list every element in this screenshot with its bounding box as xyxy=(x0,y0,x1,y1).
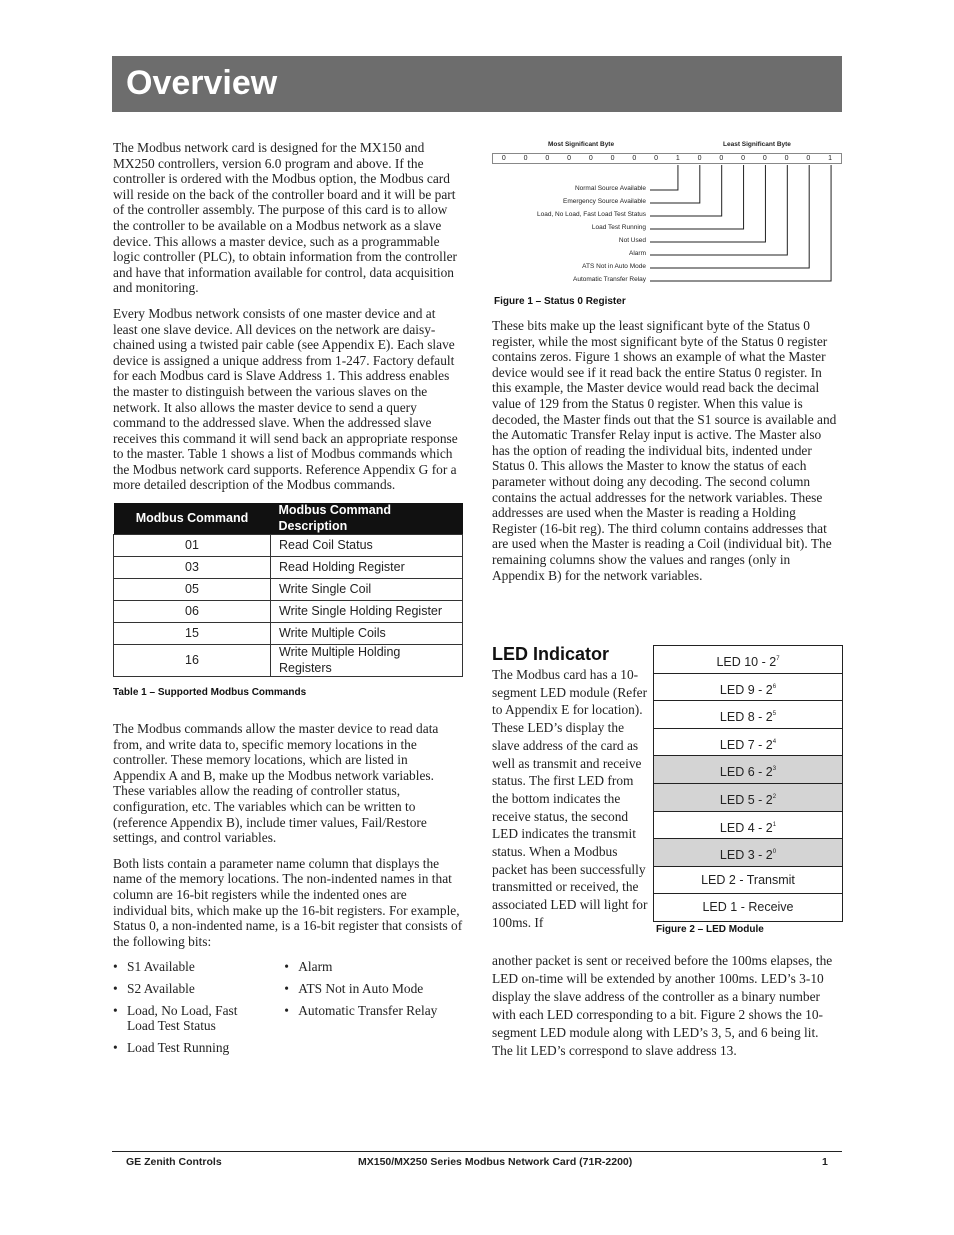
list-item: • Load, No Load, Fast Load Test Status xyxy=(127,1003,264,1034)
bit-cell: 0 xyxy=(588,155,593,162)
table-cell: 01 xyxy=(114,535,271,557)
footer-document-title: MX150/MX250 Series Modbus Network Card (71R-2200) xyxy=(358,1156,633,1168)
bit-cell: 0 xyxy=(762,155,767,162)
table-cell: Write Single Holding Register xyxy=(271,601,463,623)
table-cell: Write Multiple Holding Registers xyxy=(271,645,463,677)
led-cell xyxy=(654,756,842,784)
table-header-row xyxy=(114,503,463,535)
left-column xyxy=(113,140,463,1061)
footer-company: GE Zenith Controls xyxy=(126,1156,222,1168)
bit-label: Load, No Load, Fast Load Test Status xyxy=(536,211,646,218)
led-exponent: 3 xyxy=(772,766,777,773)
table-cell: 16 xyxy=(114,645,271,677)
bit-cell: 0 xyxy=(697,155,702,162)
led-exponent: 2 xyxy=(772,793,777,800)
led-label: LED 2 - Transmit xyxy=(701,872,795,887)
paragraph: The Modbus network card is designed for the MX150 and MX250 controllers, version 6.0 program and above. If the controller is ordered with the Modbus option, the Modbus card will reside on the back of the controller board and it will be part of the controller assembly. The purpose of this card is to allow the controller to be available on a Modbus network as a slave device. This allows a master device, such as a programmable logic controller (PLC), to obtain information from the controller and have that information available for control, data acquisition and monitoring. xyxy=(113,140,457,296)
leader-line xyxy=(650,165,678,190)
footer-divider xyxy=(112,1151,842,1152)
led-cell xyxy=(654,812,842,840)
paragraph: The Modbus card has a 10-segment LED module (Refer to Appendix E for location). These LED’s display the slave address of the card as well as transmit and receive status. The first LED from the bottom indicates the receive status, the second LED indicates the transmit status. When a Modbus packet has been successfully transmitted or received, the associated LED will light for 100ms. If xyxy=(492,667,648,930)
table-cell: 05 xyxy=(114,579,271,601)
led-cell xyxy=(654,729,842,757)
led-exponent: 1 xyxy=(772,821,777,828)
bit-label: Normal Source Available xyxy=(574,185,646,192)
led-label: LED 5 - 2 xyxy=(719,792,773,807)
bit-label: Alarm xyxy=(629,250,646,257)
led-cell xyxy=(654,701,842,729)
table-cell: Read Holding Register xyxy=(271,557,463,579)
figure2-caption: Figure 2 – LED Module xyxy=(656,924,764,935)
list-item: • S1 Available xyxy=(127,959,264,975)
paragraph: another packet is sent or received before the 100ms elapses, the LED on-time will be extended by another 100ms. LED’s 3-10 display the slave address of the controller as a binary number with each LED corresponding to a bit. Figure 2 shows the 10-segment LED module along with LED’s 3, 5, and 6 being lit. The lit LED’s correspond to slave address 13. xyxy=(492,953,833,1058)
table-cell: Read Coil Status xyxy=(271,535,463,557)
figure1-caption: Figure 1 – Status 0 Register xyxy=(494,296,626,307)
page-title: Overview xyxy=(126,64,278,102)
list-item: • Alarm xyxy=(298,959,463,975)
paragraph: Both lists contain a parameter name column that displays the name of the memory locations. The non-indented names in that column are 16-bit registers while the indented ones are individual bits, which make up the 16-bit registers. For example, Status 0, a non-indented name, is a 16-bit register that consists of the following bits: xyxy=(113,855,463,949)
bit-cell: 0 xyxy=(632,155,637,162)
bit-cell: 0 xyxy=(545,155,550,162)
led-indicator-heading: LED Indicator xyxy=(492,644,610,664)
list-item: • S2 Available xyxy=(127,981,264,997)
bit-list-col1 xyxy=(113,959,264,1061)
list-item: • Load Test Running xyxy=(127,1040,264,1056)
table-row xyxy=(114,579,463,601)
bit-label: Automatic Transfer Relay xyxy=(573,276,646,283)
bit-leader-lines xyxy=(492,138,842,314)
bit-label: Emergency Source Available xyxy=(563,198,646,205)
leader-line xyxy=(650,165,700,203)
led-label: LED 6 - 2 xyxy=(719,765,773,780)
page-number: 1 xyxy=(822,1156,828,1168)
led-cell xyxy=(654,867,842,895)
led-cell xyxy=(654,674,842,702)
led-label: LED 7 - 2 xyxy=(719,737,773,752)
paragraph: Every Modbus network consists of one master device and at least one slave device. All devices on the network are daisy-chained using a twisted pair cable (see Appendix E). Each slave device is assigned a unique address from 1-247. Factory default for each Modbus card is Slave Address 1. This address enables the master to distinguish between the various slaves on the network. It also allows the master device to send a query command to the addressed slave. When the addressed slave receives this command it will send back an appropriate response to the master. Table 1 shows a list of Modbus commands which the Modbus network card supports. Reference Appendix G for a more detailed description of the Modbus commands. xyxy=(113,305,458,493)
led-label: LED 3 - 2 xyxy=(719,848,773,863)
led-exponent: 6 xyxy=(772,683,777,690)
bit-cell: 0 xyxy=(741,155,746,162)
table-row xyxy=(114,623,463,645)
paragraph: The Modbus commands allow the master device to read data from, and write data to, specific memory locations in the controller. These memory locations, which are listed in Appendix A and B, make up the Modbus network variables. These variables allow the reading of controller status, configuration, etc. The variables which can be written to (reference Appendix B), include timer values, Fail/Restore settings, and control variables. xyxy=(113,721,439,846)
led-exponent: 5 xyxy=(772,711,777,718)
led-label: LED 8 - 2 xyxy=(719,710,773,725)
table-row xyxy=(114,557,463,579)
status0-register-figure xyxy=(492,138,842,314)
right-column xyxy=(492,318,842,593)
bit-cell: 0 xyxy=(654,155,659,162)
bit-cell: 0 xyxy=(784,155,789,162)
title-banner xyxy=(112,56,842,112)
leader-line xyxy=(650,165,831,281)
table-cell: Write Multiple Coils xyxy=(271,623,463,645)
table-caption: Table 1 – Supported Modbus Commands xyxy=(113,687,307,699)
table-row xyxy=(114,645,463,677)
bit-cell: 0 xyxy=(523,155,528,162)
bit-cell: 0 xyxy=(806,155,811,162)
led-label: LED 4 - 2 xyxy=(719,820,773,835)
msb-label: Most Significant Byte xyxy=(548,141,615,148)
led-label: LED 9 - 2 xyxy=(719,682,773,697)
table-row xyxy=(114,601,463,623)
bit-label: Load Test Running xyxy=(591,224,646,231)
bit-list xyxy=(113,959,463,1061)
led-label: LED 10 - 2 xyxy=(716,655,777,669)
list-item: • ATS Not in Auto Mode xyxy=(298,981,463,997)
table-cell: Write Single Coil xyxy=(271,579,463,601)
led-cell xyxy=(654,894,842,921)
led-module-figure xyxy=(653,645,843,922)
table-cell: 03 xyxy=(114,557,271,579)
bit-list-col2 xyxy=(284,959,463,1061)
led-exponent: 0 xyxy=(772,849,777,856)
leader-line xyxy=(650,165,744,229)
paragraph: These bits make up the least significant byte of the Status 0 register, while the most significant byte of the Status 0 register contains zeros. Figure 1 shows an example of what the Master device would see if it read back the entire Status 0 register. In this example, the Master device would read back the decimal value of 129 from the Status 0 register. When this value is decoded, the Master finds out that the S1 source is available and the Automatic Transfer Relay input is active. The Master also has the option of reading the individual bits, indented under Status 0. This allows the Master to know the status of each parameter without doing any decoding. The second column contains the actual addresses for the network variables. These addresses are used when the Master is reading a Holding Register (16-bit reg). The third column contains addresses that are used when the Master is reading a Coil (individual bit). The remaining columns show the values and ranges (only in Appendix B) for the network variables. xyxy=(492,318,837,583)
list-item: • Automatic Transfer Relay xyxy=(298,1003,463,1019)
lsb-label: Least Significant Byte xyxy=(723,141,791,148)
led-label: LED 1 - Receive xyxy=(702,900,794,915)
led-cell xyxy=(654,784,842,812)
led-exponent: 4 xyxy=(772,738,777,745)
table-cell: 06 xyxy=(114,601,271,623)
bit-label: Not Used xyxy=(618,237,646,244)
bit-cell: 0 xyxy=(719,155,724,162)
bit-cell: 0 xyxy=(501,155,506,162)
table-row xyxy=(114,535,463,557)
led-exponent: 7 xyxy=(776,656,780,662)
modbus-commands-table xyxy=(113,503,463,677)
led-cell xyxy=(654,839,842,867)
table-header: Modbus Command Description xyxy=(271,503,463,535)
bit-cell: 0 xyxy=(567,155,572,162)
bit-label: ATS Not in Auto Mode xyxy=(582,263,646,270)
table-cell: 15 xyxy=(114,623,271,645)
led-cell xyxy=(654,646,842,674)
bit-cell: 0 xyxy=(610,155,615,162)
table-header: Modbus Command xyxy=(114,503,271,535)
bit-cell: 1 xyxy=(675,155,680,162)
bit-cell: 1 xyxy=(828,155,833,162)
